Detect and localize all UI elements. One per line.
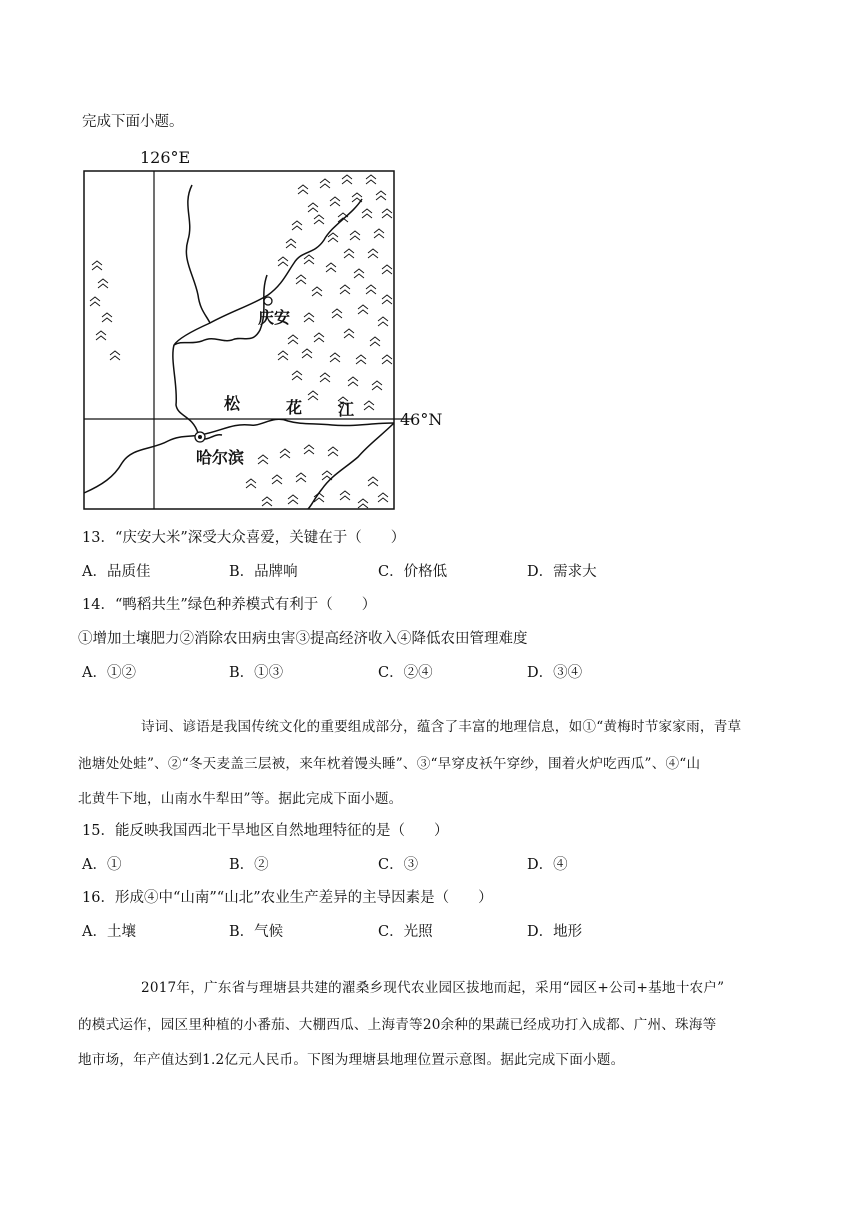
q13-option-c: C．价格低 [378,564,448,580]
river-char-2: 花 [286,398,303,417]
tributary-southeast [308,423,394,509]
mountain-symbol [272,475,282,484]
mountain-symbol [308,391,318,400]
mountain-symbol [330,197,340,206]
mountain-symbol [330,353,340,362]
mountain-symbol [344,249,354,258]
tributary-north [186,185,210,323]
mountain-symbol [352,193,362,202]
mountain-symbol [322,471,332,480]
q13-option-a: A．品质佳 [82,564,151,580]
mountain-symbol [278,351,288,360]
mountain-symbol [370,337,380,346]
litang-passage-line-2: 的模式运作，园区里种植的小番茄、大棚西瓜、上海青等20余种的果蔬已经成功打入成都、广州、珠海等 [78,1017,717,1033]
mountain-symbol [378,493,388,502]
mountain-symbol [258,455,268,464]
poetry-passage-line-2: 池塘处处蛙”、②“冬天麦盖三层被，来年枕着馒头睡”、③“早穿皮袄午穿纱，围着火炉吃西瓜”、④“山 [78,756,701,772]
mountain-symbol [364,401,374,410]
qingan-label: 庆安 [258,308,291,327]
river-char-1: 松 [224,394,241,413]
q15-option-a: A．① [82,857,122,873]
mountain-symbol [288,495,298,504]
mountain-symbol [314,333,324,342]
mountain-symbol [348,377,358,386]
mountain-symbol [314,215,324,224]
q14-option-d: D．③④ [527,665,583,681]
mountain-symbol [382,209,392,218]
question-14-stem: 14．“鸭稻共生”绿色种养模式有利于（ ） [82,597,377,613]
mountain-symbol [298,185,308,194]
mountain-symbol [102,313,112,322]
mountain-symbol [308,203,318,212]
map-svg [82,145,462,515]
q13-option-d: D．需求大 [527,564,597,580]
q16-option-d: D．地形 [527,924,583,940]
q16-option-c: C．光照 [378,924,433,940]
mountain-symbol [342,175,352,184]
mountain-symbol [320,373,330,382]
main-river-upper [173,345,198,433]
mountain-symbol [98,279,108,288]
mountain-symbol [286,239,296,248]
mountain-symbol [366,285,376,294]
mountain-symbol [340,285,350,294]
mountain-symbol [278,257,288,266]
mountain-symbol [332,309,342,318]
mountain-symbol [262,497,272,506]
qingan-harbin-map [82,145,462,515]
mountain-symbol [374,229,384,238]
poetry-passage-line-1: 诗词、谚语是我国传统文化的重要组成部分，蕴含了丰富的地理信息，如①“黄梅时节家家雨，青草 [141,719,742,735]
mountain-symbol [280,449,290,458]
mountain-symbol [368,249,378,258]
q15-option-c: C．③ [378,857,419,873]
question-15-stem: 15．能反映我国西北干旱地区自然地理特征的是（ ） [82,823,449,839]
mountain-symbol [382,265,392,274]
qingan-marker [264,297,272,305]
mountain-symbol [382,355,392,364]
mountain-symbol [340,491,350,500]
litang-passage-line-3: 地市场，年产值达到1.2亿元人民币。下图为理塘县地理位置示意图。据此完成下面小题。 [78,1052,625,1068]
mountain-symbol [382,295,392,304]
mountain-symbol [378,317,388,326]
mountain-symbol [304,445,314,454]
mountain-symbol [96,331,106,340]
mountain-symbol [328,233,338,242]
mountain-symbol [110,351,120,360]
mountain-symbol [92,261,102,270]
longitude-label: 126°E [140,148,191,167]
q15-option-d: D．④ [527,857,568,873]
mountain-symbol [354,269,364,278]
q15-option-b: B．② [229,857,269,873]
question-14-note: ①增加土壤肥力②消除农田病虫害③提高经济收入④降低农田管理难度 [78,631,528,647]
mountain-symbol [320,179,330,188]
mountain-symbol [338,213,348,222]
question-16-stem: 16．形成④中“山南”“山北”农业生产差异的主导因素是（ ） [82,890,493,906]
mountain-symbol [90,297,100,306]
mountain-symbol [302,349,312,358]
mountain-symbol [296,473,306,482]
mountain-symbol [326,263,336,272]
q14-option-b: B．①③ [229,665,284,681]
intro-line: 完成下面小题。 [82,114,184,130]
mountain-symbol [356,355,366,364]
mountain-symbol [296,275,306,284]
poetry-passage-line-3: 北黄牛下地，山南水牛犁田”等。据此完成下面小题。 [78,791,403,807]
harbin-marker-dot [198,435,202,439]
harbin-label: 哈尔滨 [196,448,245,467]
litang-passage-line-1: 2017年，广东省与理塘县共建的濯桑乡现代农业园区拔地而起，采用“园区+公司+基地十农户” [141,980,725,996]
mountain-symbol [376,191,386,200]
mountain-symbol [344,329,354,338]
mountain-symbol [304,313,314,322]
mountain-symbol [292,221,302,230]
q16-option-a: A．土壤 [82,924,136,940]
mountain-symbol [292,371,302,380]
mountain-symbol [312,287,322,296]
mountain-symbol [362,209,372,218]
mountain-symbol [328,447,338,456]
mountain-symbol [366,175,376,184]
mountain-symbol [358,305,368,314]
question-13-stem: 13．“庆安大米”深受大众喜爱，关键在于（ ） [82,530,406,546]
q13-option-b: B．品牌响 [229,564,298,580]
q14-option-a: A．①② [82,665,136,681]
mountain-symbol [368,477,378,486]
mountain-symbol [304,255,314,264]
mountain-symbol [358,499,368,508]
q14-option-c: C．②④ [378,665,433,681]
latitude-label: 46°N [400,410,443,429]
mountain-symbol [288,335,298,344]
mountain-symbol [372,381,382,390]
q16-option-b: B．气候 [229,924,284,940]
mountain-symbol [246,479,256,488]
river-char-3: 江 [338,400,355,419]
mountain-symbol [350,231,360,240]
